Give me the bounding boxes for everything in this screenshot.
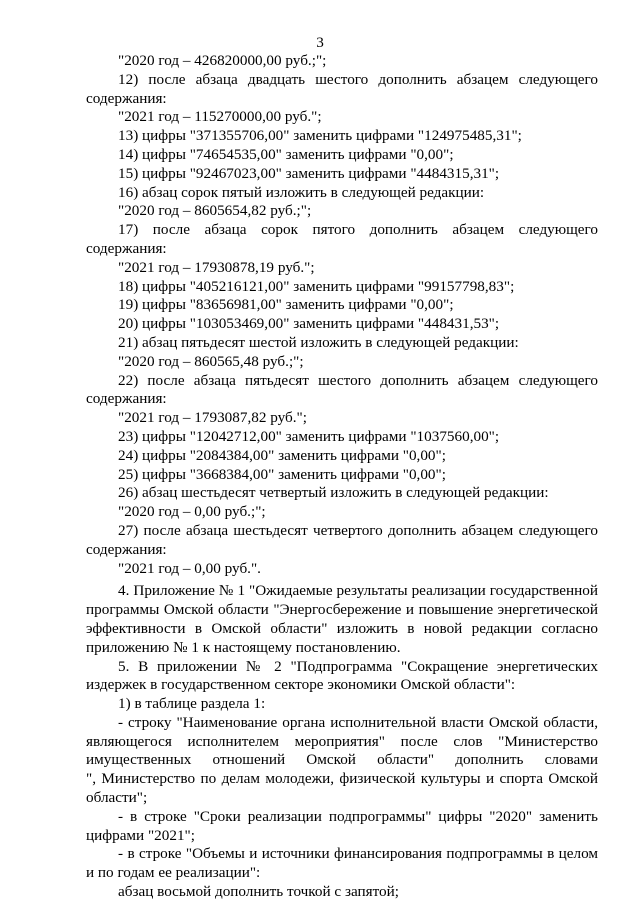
- text-line: содержания:: [86, 540, 167, 558]
- text-line: 24) цифры "2084384,00" заменить цифрами "0,00";: [118, 446, 446, 464]
- text-line: 5. В приложении № 2 "Подпрограмма "Сокращение энергетических: [118, 657, 598, 675]
- text-line: приложению № 1 к настоящему постановлению.: [86, 638, 401, 656]
- text-line: - в строке "Сроки реализации подпрограммы" цифры "2020" заменить: [118, 807, 598, 825]
- text-line: "2021 год – 115270000,00 руб.";: [118, 108, 322, 126]
- document-body: [86, 52, 598, 902]
- text-line: содержания:: [86, 390, 167, 408]
- text-line: 18) цифры "405216121,00" заменить цифрами "99157798,83";: [118, 277, 515, 295]
- text-line: 22) после абзаца пятьдесят шестого дополнить абзацем следующего: [118, 371, 598, 389]
- text-line: цифрами "2021";: [86, 826, 195, 844]
- text-line: 13) цифры "371355706,00" заменить цифрами "124975485,31";: [118, 127, 522, 145]
- text-line: являющегося исполнителем мероприятия" после слов "Министерство: [86, 732, 598, 750]
- text-line: абзац восьмой дополнить точкой с запятой;: [118, 883, 399, 901]
- text-line: 14) цифры "74654535,00" заменить цифрами "0,00";: [118, 145, 454, 163]
- text-line: программы Омской области "Энергосбережение и повышение энергетической: [86, 601, 598, 619]
- text-line: эффективности в Омской области" изложить в новой редакции согласно: [86, 619, 598, 637]
- text-line: 25) цифры "3668384,00" заменить цифрами "0,00";: [118, 465, 446, 483]
- text-line: "2020 год – 860565,48 руб.;";: [118, 352, 304, 370]
- text-line: области";: [86, 789, 148, 807]
- text-line: 4. Приложение № 1 "Ожидаемые результаты реализации государственной: [118, 582, 598, 600]
- text-line: имущественных отношений Омской области" дополнить словами: [86, 751, 598, 769]
- text-line: 17) после абзаца сорок пятого дополнить абзацем следующего: [118, 221, 598, 239]
- text-line: 1) в таблице раздела 1:: [118, 695, 266, 713]
- text-line: и по годам ее реализации":: [86, 864, 261, 882]
- text-line: - строку "Наименование органа исполнительной власти Омской области,: [118, 713, 598, 731]
- text-line: 23) цифры "12042712,00" заменить цифрами "1037560,00";: [118, 427, 500, 445]
- text-line: "2021 год – 0,00 руб.".: [118, 559, 261, 577]
- text-line: 27) после абзаца шестьдесят четвертого дополнить абзацем следующего: [118, 521, 598, 539]
- text-line: 20) цифры "103053469,00" заменить цифрами "448431,53";: [118, 315, 500, 333]
- text-line: 26) абзац шестьдесят четвертый изложить в следующей редакции:: [118, 484, 549, 502]
- text-line: - в строке "Объемы и источники финансирования подпрограммы в целом: [118, 845, 598, 863]
- text-line: 15) цифры "92467023,00" заменить цифрами "4484315,31";: [118, 164, 500, 182]
- text-line: содержания:: [86, 239, 167, 257]
- text-line: содержания:: [86, 89, 167, 107]
- text-line: "2020 год – 0,00 руб.;";: [118, 503, 266, 521]
- text-line: 21) абзац пятьдесят шестой изложить в следующей редакции:: [118, 333, 519, 351]
- text-line: "2020 год – 8605654,82 руб.;";: [118, 202, 312, 220]
- text-line: ", Министерство по делам молодежи, физической культуры и спорта Омской: [86, 770, 598, 788]
- page-number: 3: [316, 34, 324, 51]
- text-line: издержек в государственном секторе экономики Омской области":: [86, 676, 516, 694]
- text-line: "2021 год – 1793087,82 руб.";: [118, 409, 307, 427]
- text-line: "2021 год – 17930878,19 руб.";: [118, 258, 315, 276]
- text-line: 12) после абзаца двадцать шестого дополнить абзацем следующего: [118, 70, 598, 88]
- text-line: "2020 год – 426820000,00 руб.;";: [118, 52, 327, 69]
- text-line: 19) цифры "83656981,00" заменить цифрами "0,00";: [118, 296, 454, 314]
- text-line: 16) абзац сорок пятый изложить в следующей редакции:: [118, 183, 485, 201]
